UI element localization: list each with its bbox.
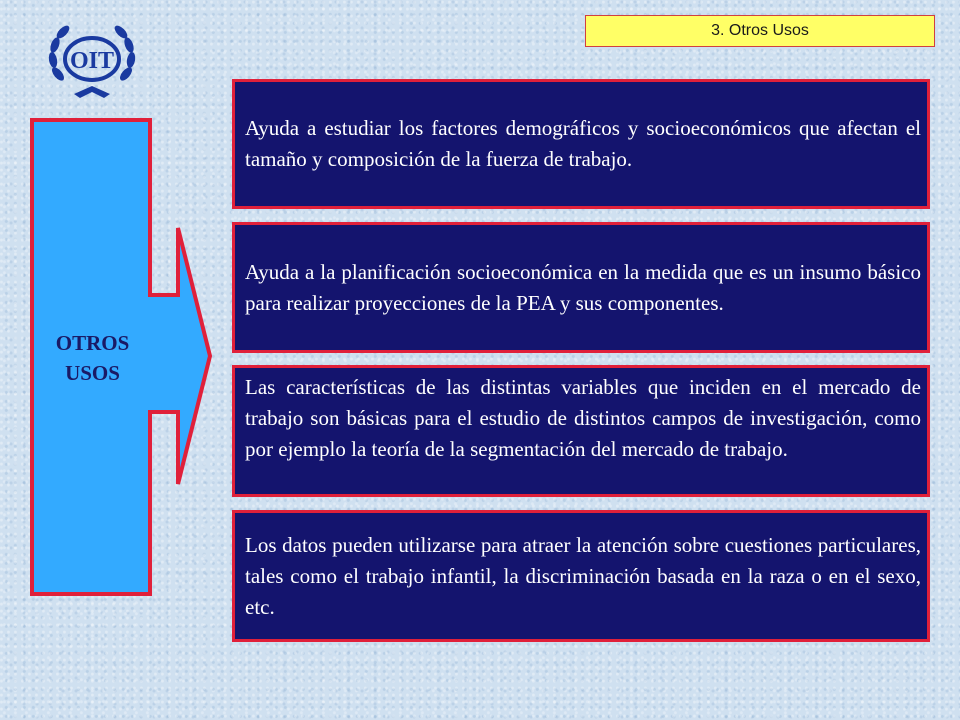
use-box-3-text: Las características de las distintas variables que inciden en el mercado de trabajo son básicas para el estudio de distintos campos de investigación, como por ejemplo la teoría de la segmentación del mercado de trabajo. bbox=[245, 375, 921, 461]
use-box-4-text: Los datos pueden utilizarse para atraer la atención sobre cuestiones particulares, tales como el trabajo infantil, la discriminación basada en la raza o en el sexo, etc. bbox=[245, 532, 921, 619]
use-box-4 bbox=[232, 510, 930, 642]
arrow-label bbox=[40, 328, 145, 388]
arrow-label-line1: OTROS bbox=[55, 331, 130, 355]
use-box-2 bbox=[232, 222, 930, 353]
use-box-2-text: Ayuda a la planificación socioeconómica en la medida que es un insumo básico para realizar proyecciones de la PEA y sus componentes. bbox=[245, 259, 921, 315]
oit-logo-icon bbox=[44, 16, 140, 102]
use-box-3 bbox=[232, 365, 930, 497]
arrow-label-line2: USOS bbox=[65, 361, 120, 385]
use-box-1 bbox=[232, 79, 930, 209]
use-box-1-text: Ayuda a estudiar los factores demográficos y socioeconómicos que afectan el tamaño y composición de la fuerza de trabajo. bbox=[245, 116, 921, 171]
logo-text: OIT bbox=[69, 48, 115, 74]
section-header-tab: 3. Otros Usos bbox=[585, 15, 935, 47]
